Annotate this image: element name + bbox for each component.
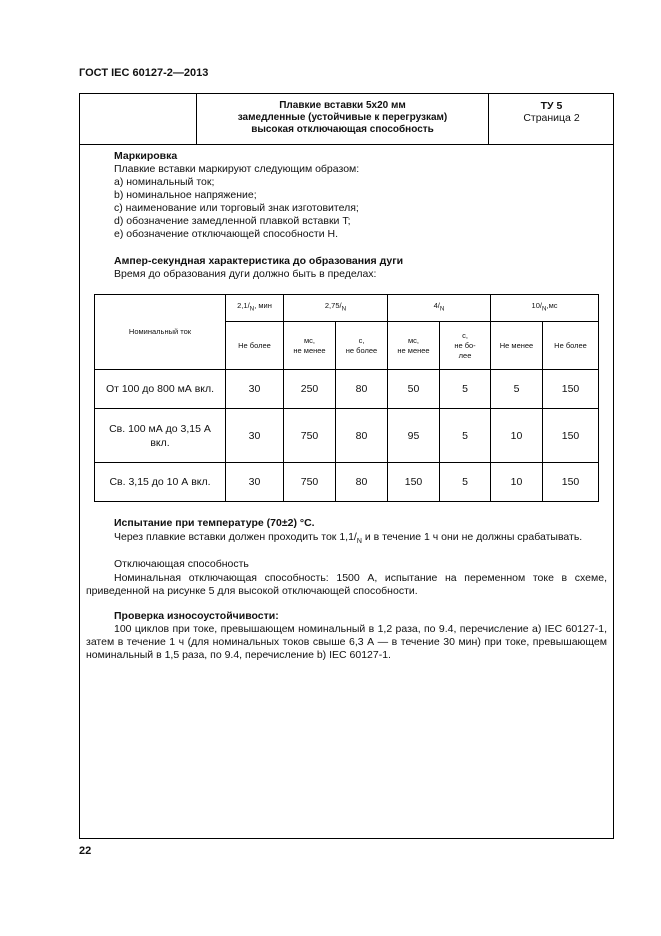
table-cell: 10 bbox=[491, 463, 543, 502]
table-cell: 150 bbox=[543, 463, 599, 502]
marking-item-a: а) номинальный ток; bbox=[114, 176, 215, 188]
table-cell: 80 bbox=[336, 409, 388, 463]
endurance-heading: Проверка износоустойчивости: bbox=[114, 610, 279, 622]
table-cell: 5 bbox=[440, 463, 491, 502]
marking-intro: Плавкие вставки маркируют следующим образом: bbox=[114, 163, 360, 175]
marking-item-b: b) номинальное напряжение; bbox=[114, 189, 257, 201]
table-row bbox=[95, 370, 599, 409]
title-block-empty-cell bbox=[80, 94, 197, 144]
row-label: Св. 100 мА до 3,15 А вкл. bbox=[95, 409, 226, 463]
row-label: Св. 3,15 до 10 А вкл. bbox=[95, 463, 226, 502]
marking-item-c: с) наименование или торговый знак изготовителя; bbox=[114, 202, 359, 214]
marking-heading: Маркировка bbox=[114, 150, 178, 162]
document-code: ГОСТ IEC 60127-2—2013 bbox=[79, 67, 209, 79]
temperature-test-text: Через плавкие вставки должен проходить ток $1,1/_N$ и в течение 1 ч они не должны срабатывать. bbox=[114, 531, 583, 546]
title-line-1: Плавкие вставки 5x20 мм bbox=[279, 100, 406, 111]
title-block-title bbox=[197, 94, 489, 144]
table-cell: 5 bbox=[440, 409, 491, 463]
table-cell: 95 bbox=[388, 409, 440, 463]
table-cell: 5 bbox=[440, 370, 491, 409]
table-cell: 750 bbox=[284, 463, 336, 502]
table-cell: 750 bbox=[284, 409, 336, 463]
table-cell: 30 bbox=[226, 463, 284, 502]
header-group-4: $4/_N$ bbox=[388, 295, 491, 322]
table-cell: 150 bbox=[388, 463, 440, 502]
header-group-2-1: $2,1/_N$, мин bbox=[226, 295, 284, 322]
title-block bbox=[80, 94, 613, 145]
header-group-10: $10/_N,мс$ bbox=[491, 295, 599, 322]
table-cell: 30 bbox=[226, 409, 284, 463]
table-cell: 150 bbox=[543, 409, 599, 463]
table-cell: 5 bbox=[491, 370, 543, 409]
temperature-test-heading: Испытание при температуре (70±2) °С. bbox=[114, 517, 315, 529]
table-cell: 30 bbox=[226, 370, 284, 409]
table-row bbox=[95, 463, 599, 502]
subheader-cell: мс, не менее bbox=[284, 322, 336, 370]
page-number: 22 bbox=[79, 845, 92, 857]
table-cell: 10 bbox=[491, 409, 543, 463]
sheet-code: ТУ 5 bbox=[540, 100, 563, 112]
header-nominal-current: Номинальный ток bbox=[95, 295, 226, 370]
title-line-2: замедленные (устойчивые к перегрузкам) bbox=[237, 112, 448, 123]
table-cell: 150 bbox=[543, 370, 599, 409]
row-label: От 100 до 800 мА вкл. bbox=[95, 370, 226, 409]
subheader-cell: с, не бо- лее bbox=[440, 322, 491, 370]
ampere-second-heading: Ампер-секундная характеристика до образования дуги bbox=[114, 255, 404, 267]
table-cell: 80 bbox=[336, 370, 388, 409]
table-cell: 80 bbox=[336, 463, 388, 502]
endurance-text: 100 циклов при токе, превышающем номинальный в 1,2 раза, по 9.4, перечисление а) IEC 60127-1, затем в течение 1 ч (для номинальных токов свыше 6,3 А — в течение 30 мин) при токе, превышающем номинальный в 1,5 раза, по 9.4, перечисление b) IEC 60127-1. bbox=[86, 623, 607, 661]
subheader-cell: Не более bbox=[543, 322, 599, 370]
breaking-capacity-text: Номинальная отключающая способность: 1500 А, испытание на переменном токе в схеме, приведенной на рисунке 5 для высокой отключающей способности. bbox=[86, 572, 607, 597]
subheader-cell: Не менее bbox=[491, 322, 543, 370]
table-cell: 50 bbox=[388, 370, 440, 409]
subheader-cell: Не более bbox=[226, 322, 284, 370]
title-line-3: высокая отключающая способность bbox=[251, 124, 434, 135]
arc-time-table bbox=[94, 294, 599, 502]
table-row bbox=[95, 409, 599, 463]
subheader-cell: мс, не менее bbox=[388, 322, 440, 370]
breaking-capacity-label: Отключающая способность bbox=[114, 558, 249, 570]
page-label: Страница 2 bbox=[523, 112, 580, 124]
ampere-second-intro: Время до образования дуги должно быть в пределах: bbox=[114, 268, 377, 280]
marking-item-e: е) обозначение отключающей способности H. bbox=[114, 228, 338, 240]
header-group-2-75: $2,75/_N$ bbox=[284, 295, 388, 322]
subheader-cell: с, не более bbox=[336, 322, 388, 370]
table-cell: 250 bbox=[284, 370, 336, 409]
marking-item-d: d) обозначение замедленной плавкой вставки T; bbox=[114, 215, 351, 227]
title-block-sheet bbox=[490, 94, 613, 144]
